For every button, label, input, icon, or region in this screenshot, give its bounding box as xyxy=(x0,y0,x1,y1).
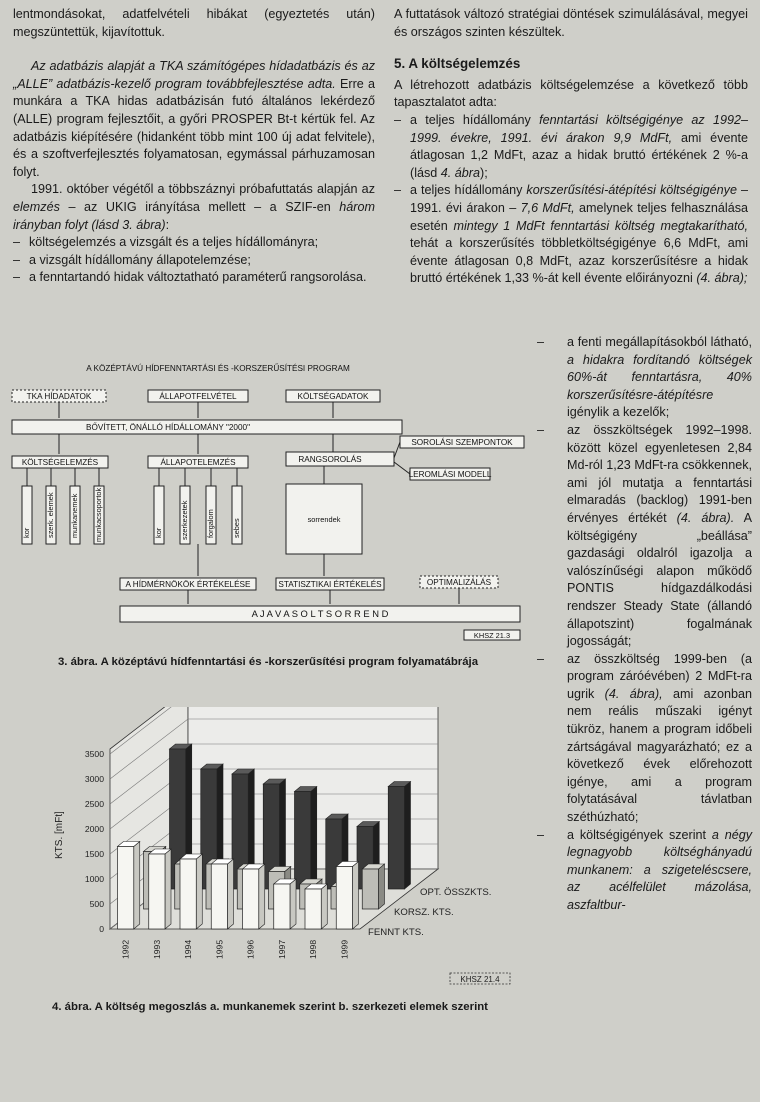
y-tick-label: 0 xyxy=(99,924,104,934)
bar-side xyxy=(321,884,327,929)
analysis-list xyxy=(13,234,375,287)
box-label: TKA HÍDADATOK xyxy=(26,392,92,401)
vertical-label: szerk. elemek xyxy=(46,492,55,538)
bar xyxy=(180,859,196,929)
vertical-label: munkanemek xyxy=(70,493,79,538)
box-label: A J A V A S O L T S O R R E N D xyxy=(251,608,389,619)
code-label: KHSZ 21.3 xyxy=(473,631,511,640)
box-label: SOROLÁSI SZEMPONTOK xyxy=(411,438,513,447)
right-column xyxy=(394,6,748,288)
list-item: – a teljes hídállomány korszerűsítési-átépítési költségigénye – 1991. évi árakon – 7,6 MdFt, amelynek teljes felhasználása esetén mintegy 1 MdFt fenntartási költség megtakarítható, tehát a korszerűsítés többletköltségigénye 6,6 MdFt, ami évente átlagosan 0,8 MdFt, azaz korszerűsítésre a hidak bruttó értékének 1,33 %-át kell évente előirányozni (4. ábra); xyxy=(394,182,748,288)
figure-caption: 4. ábra. A költség megoszlás a. munkanemek szerint b. szerkezeti elemek szerint xyxy=(52,1001,488,1013)
bar xyxy=(295,792,311,890)
bar xyxy=(388,787,404,890)
bar xyxy=(362,869,378,909)
y-tick-label: 1500 xyxy=(84,849,104,859)
bar xyxy=(274,884,290,929)
bar-side xyxy=(379,864,385,909)
figure-code: KHSZ 21.4 xyxy=(460,975,500,984)
bar-chart-svg xyxy=(10,707,530,992)
list-item: – a fenntartandó hidak változtatható paraméterű rangsorolása. xyxy=(13,269,375,287)
y-tick-label: 500 xyxy=(89,899,104,909)
bar-side xyxy=(353,862,359,930)
bar-side xyxy=(134,842,140,930)
box-label: KÖLTSÉGELEMZÉS xyxy=(21,458,99,467)
x-tick-label: 1994 xyxy=(183,939,194,959)
box-label: KÖLTSÉGADATOK xyxy=(297,392,369,401)
bar xyxy=(211,864,227,929)
box-label: RANGSOROLÁS xyxy=(298,455,362,464)
x-tick-label: 1999 xyxy=(339,939,350,959)
paragraph: A létrehozott adatbázis költségelemzése a következő több tapasztalatot adta: xyxy=(394,77,748,110)
vertical-label: kor xyxy=(154,527,163,538)
y-tick-label: 3500 xyxy=(84,749,104,759)
x-tick-label: 1995 xyxy=(214,939,225,959)
vertical-label: kor xyxy=(22,527,31,538)
list-item: – költségelemzés a vizsgált és a teljes hídállományra; xyxy=(13,234,375,252)
box-label: LEROMLÁSI MODELL xyxy=(408,470,492,479)
bar-side xyxy=(311,787,317,890)
paragraph: Az adatbázis alapját a TKA számítógépes hídadatbázis és az „ALLE” adatbázis-kezelő program továbbfejlesztése adta. Erre a munkára a TKA hidas adatbázisán futó általános lekérdező (ALLE) program fejlesztőit, a győri PROSPER Bt-t kértük fel. Az adatbázis kiépítésére (hidanként több mint 100 új adat felvitele), és a szoftverfejlesztés folyamatosan, egymással párhuzamosan folyt. xyxy=(13,59,376,179)
x-tick-label: 1993 xyxy=(151,939,162,959)
bar-side xyxy=(405,782,411,890)
y-tick-label: 1000 xyxy=(84,874,104,884)
flowchart-title: A KÖZÉPTÁVÚ HÍDFENNTARTÁSI ÉS -KORSZERŰSÍTÉSI PROGRAM xyxy=(86,364,350,373)
section-heading: 5. A költségelemzés xyxy=(394,56,521,72)
y-axis-label: KTS. [mFt] xyxy=(54,811,65,859)
bar-side xyxy=(165,849,171,929)
box-label: ÁLLAPOTFELVÉTEL xyxy=(159,392,237,401)
x-tick-label: 1997 xyxy=(276,939,287,959)
list-item: – az összköltség 1999-ben (a program záróévében) 2 MdFt-ra ugrik (4. ábra), ami azonban nem reális műszaki igényt tükröz, hanem a program időbeli zártságával magyarázható; ez a következő évek előrehozott igénye, ami a program folytatásával távlatban széthúzható; xyxy=(537,651,752,827)
x-tick-label: 1996 xyxy=(245,939,256,959)
box-label: ÁLLAPOTELEMZÉS xyxy=(160,458,236,467)
bar xyxy=(118,847,134,930)
bar-side xyxy=(196,854,202,929)
x-tick-label: 1992 xyxy=(120,939,131,959)
box-label: A HÍDMÉRNÖKÖK ÉRTÉKELÉSE xyxy=(125,580,251,589)
y-tick-label: 2000 xyxy=(84,824,104,834)
y-tick-label: 2500 xyxy=(84,799,104,809)
series-label: FENNT KTS. xyxy=(368,927,424,938)
figure-caption: 3. ábra. A középtávú hídfenntartási és -korszerűsítési program folyamatábrája xyxy=(57,656,479,668)
continued-list xyxy=(537,334,752,915)
series-label: OPT. ÖSSZKTS. xyxy=(420,887,492,898)
bar-chart xyxy=(10,707,530,992)
list-item: – a fenti megállapításokból látható, a hidakra fordítandó költségek 60%-át fenntartásra, 40% korszerűsítésre-átépítésre igénylik a kezelők; xyxy=(537,334,752,422)
vertical-label: sebes xyxy=(232,518,241,538)
paragraph: 1991. október végétől a többszáznyi próbafuttatás alapján az elemzés – az UKIG irányítása mellett – a SZIF-en három irányban folyt (lásd 3. ábra): xyxy=(13,182,375,232)
bar-side xyxy=(290,879,296,929)
bar xyxy=(149,854,165,929)
paragraph: lentmondásokat, adatfelvételi hibákat (egyeztetés után) megszüntettük, kijavítottuk. xyxy=(13,7,375,39)
box-label: BŐVÍTETT, ÖNÁLLÓ HÍDÁLLOMÁNY "2000" xyxy=(85,423,251,432)
bar-side xyxy=(259,864,265,929)
series-label: KORSZ. KTS. xyxy=(394,907,454,918)
vertical-label: szerkezetek xyxy=(180,500,189,540)
cost-list xyxy=(394,112,748,288)
list-item: – a teljes hídállomány fenntartási költségigénye az 1992–1999. évekre, 1991. évi árakon 9,9 MdFt, ami évente átlagosan 1,2 MdFt, azaz a hidak bruttó értékének 2 %-a (lásd 4. ábra); xyxy=(394,112,748,182)
box-label: sorrendek xyxy=(307,515,341,524)
left-column xyxy=(13,6,375,287)
box-label: STATISZTIKAI ÉRTÉKELÉS xyxy=(278,580,382,589)
bar xyxy=(243,869,259,929)
paragraph: A futtatások változó stratégiai döntések szimulálásával, megyei és országos szinten készültek. xyxy=(394,7,748,39)
bar xyxy=(336,867,352,930)
bar-side xyxy=(228,859,234,929)
list-item: – az összköltségek 1992–1998. között közel egyenletesen 2,84 Md-ról 1,23 MdFt-ra csökkennek, ami jól mutatja a fenntartási elmaradás (backlog) 1991-ben érvényes értékét (4. ábra). A költségigény „beállása” gazdasági oldalról igazolja a valószínűségi alapon működő PONTIS hídgazdálkodási rendszer Steady State (állandó állapotszint) fogalmának jogosságát; xyxy=(537,422,752,651)
y-tick-label: 3000 xyxy=(84,774,104,784)
x-tick-label: 1998 xyxy=(308,939,319,959)
box-label: OPTIMALIZÁLÁS xyxy=(426,578,492,587)
vertical-label: munkacsoportok xyxy=(94,487,103,542)
list-item: – a vizsgált hídállomány állapotelemzése; xyxy=(13,252,375,270)
list-item: – a költségigények szerint a négy legnagyobb költséghányadú munkanem: a szigeteléscsere, az acélfelület mázolása, aszfaltbur- xyxy=(537,827,752,915)
bar xyxy=(305,889,321,929)
flowchart xyxy=(8,362,528,652)
vertical-label: forgalom xyxy=(206,509,215,538)
